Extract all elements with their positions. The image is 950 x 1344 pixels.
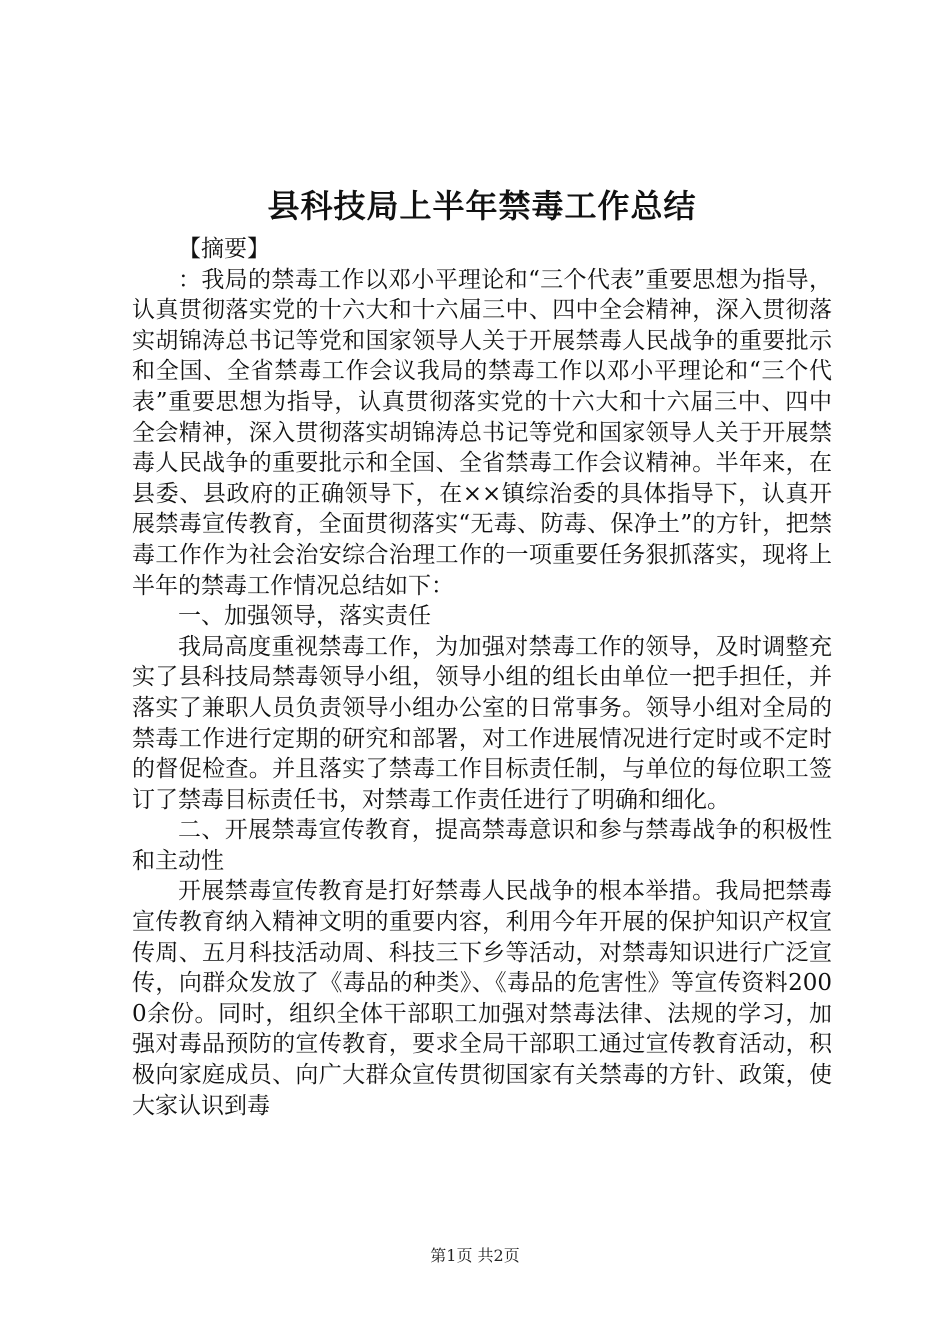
paragraph-section-1: 我局高度重视禁毒工作，为加强对禁毒工作的领导，及时调整充实了县科技局禁毒领导小组，领导小组的组长由单位一把手担任，并落实了兼职人员负责领导小组办公室的日常事务。领导小组对全局的禁毒工作进行定期的研究和部署，对工作进展情况进行定时或不定时的督促检查。并且落实了禁毒工作目标责任制，与单位的每位职工签订了禁毒目标责任书，对禁毒工作责任进行了明确和细化。 bbox=[132, 633, 832, 813]
section-heading-2: 二、开展禁毒宣传教育，提高禁毒意识和参与禁毒战争的积极性和主动性 bbox=[132, 817, 832, 874]
section-heading-1: 一、加强领导，落实责任 bbox=[178, 603, 431, 630]
document-title: 县科技局上半年禁毒工作总结 bbox=[267, 187, 697, 225]
page-footer: 第1页 共2页 bbox=[430, 1246, 520, 1265]
paragraph-section-2: 开展禁毒宣传教育是打好禁毒人民战争的根本举措。我局把禁毒宣传教育纳入精神文明的重要内容，利用今年开展的保护知识产权宣传周、五月科技活动周、科技三下乡等活动，对禁毒知识进行广泛宣传，向群众发放了《毒品的种类》、《毒品的危害性》等宣传资料2000余份。同时，组织全体干部职工加强对禁毒法律、法规的学习，加强对毒品预防的宣传教育，要求全局干部职工通过宣传教育活动，积极向家庭成员、向广大群众宣传贯彻国家有关禁毒的方针、政策，使大家认识到毒 bbox=[132, 878, 832, 1119]
paragraph-abstract: ：我局的禁毒工作以邓小平理论和“三个代表”重要思想为指导，认真贯彻落实党的十六大和十六届三中、四中全会精神，深入贯彻落实胡锦涛总书记等党和国家领导人关于开展禁毒人民战争的重要批示和全国、全省禁毒工作会议我局的禁毒工作以邓小平理论和“三个代表”重要思想为指导，认真贯彻落实党的十六大和十六届三中、四中全会精神，深入贯彻落实胡锦涛总书记等党和国家领导人关于开展禁毒人民战争的重要批示和全国、全省禁毒工作会议精神。半年来，在县委、县政府的正确领导下，在××镇综治委的具体指导下，认真开展禁毒宣传教育，全面贯彻落实“无毒、防毒、保净土”的方针，把禁毒工作作为社会治安综合治理工作的一项重要任务狠抓落实，现将上半年的禁毒工作情况总结如下： bbox=[132, 266, 832, 599]
abstract-label: 【摘要】 bbox=[178, 236, 270, 262]
